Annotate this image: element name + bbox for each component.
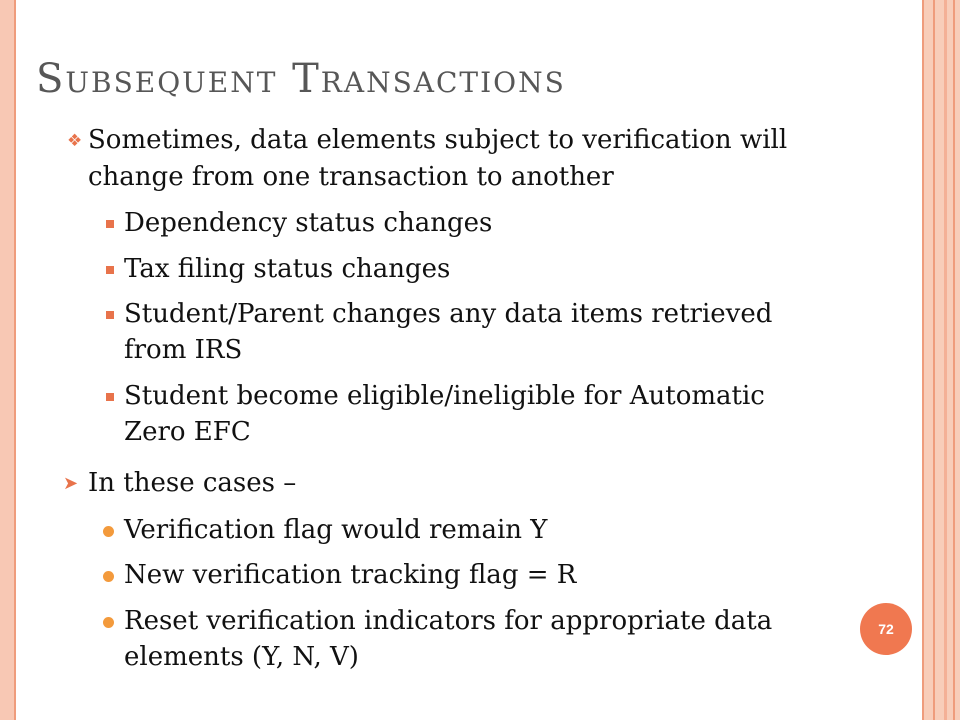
case-item-tracking-flag: New verification tracking flag = R bbox=[124, 560, 577, 590]
bullet-intro-line2: change from one transaction to another bbox=[88, 162, 614, 192]
page-number-badge: 72 bbox=[860, 603, 912, 655]
sub-item-irs-line2: from IRS bbox=[124, 335, 243, 365]
arrow-bullet-icon: ➤ bbox=[63, 473, 79, 494]
square-bullet-icon bbox=[106, 266, 114, 274]
slide-title: Subsequent Transactions bbox=[36, 56, 566, 102]
diamond-bullet-icon: ❖ bbox=[67, 131, 83, 151]
dot-bullet-icon bbox=[103, 617, 114, 628]
square-bullet-icon bbox=[106, 393, 114, 401]
sub-item-auto-zero-line1: Student become eligible/ineligible for Automatic bbox=[124, 381, 765, 411]
square-bullet-icon bbox=[106, 311, 114, 319]
square-bullet-icon bbox=[106, 220, 114, 228]
dot-bullet-icon bbox=[103, 526, 114, 537]
case-item-reset-line1: Reset verification indicators for appropriate data bbox=[124, 606, 773, 636]
dot-bullet-icon bbox=[103, 571, 114, 582]
sub-item-tax-filing: Tax filing status changes bbox=[124, 254, 451, 284]
sub-item-auto-zero-line2: Zero EFC bbox=[124, 417, 251, 447]
sub-item-irs-line1: Student/Parent changes any data items retrieved bbox=[124, 299, 773, 329]
bullet-intro-line1: Sometimes, data elements subject to verification will bbox=[88, 125, 788, 155]
case-item-verification-flag: Verification flag would remain Y bbox=[124, 515, 548, 545]
case-item-reset-line2: elements (Y, N, V) bbox=[124, 642, 359, 672]
sub-item-dependency: Dependency status changes bbox=[124, 208, 493, 238]
bullet-cases: In these cases – bbox=[88, 468, 297, 498]
